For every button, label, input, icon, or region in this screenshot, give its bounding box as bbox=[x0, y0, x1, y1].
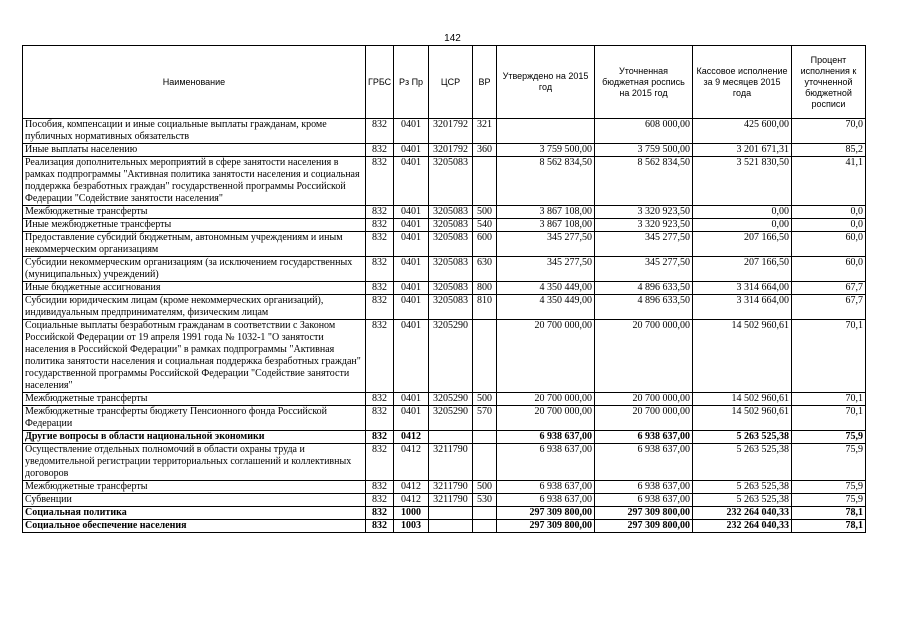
row-refined: 6 938 637,00 bbox=[595, 444, 693, 481]
row-vr: 500 bbox=[473, 481, 497, 494]
header-cash: Кассовое исполнение за 9 месяцев 2015 года bbox=[693, 46, 792, 119]
row-rzpr: 0401 bbox=[394, 157, 429, 206]
table-row bbox=[23, 520, 866, 533]
row-percent: 70,0 bbox=[792, 119, 866, 144]
table-row bbox=[23, 494, 866, 507]
row-refined: 20 700 000,00 bbox=[595, 406, 693, 431]
row-cash: 232 264 040,33 bbox=[693, 520, 792, 533]
row-rzpr: 0412 bbox=[394, 444, 429, 481]
row-vr: 600 bbox=[473, 232, 497, 257]
row-approved: 6 938 637,00 bbox=[497, 431, 595, 444]
table-row bbox=[23, 232, 866, 257]
row-cash: 3 201 671,31 bbox=[693, 144, 792, 157]
row-name: Межбюджетные трансферты bbox=[23, 481, 366, 494]
row-csr: 3205083 bbox=[429, 157, 473, 206]
row-grbs: 832 bbox=[366, 494, 394, 507]
row-name: Социальное обеспечение населения bbox=[23, 520, 366, 533]
row-csr: 3205290 bbox=[429, 406, 473, 431]
row-vr bbox=[473, 157, 497, 206]
table-row bbox=[23, 481, 866, 494]
row-refined: 20 700 000,00 bbox=[595, 393, 693, 406]
row-rzpr: 0401 bbox=[394, 219, 429, 232]
row-percent: 85,2 bbox=[792, 144, 866, 157]
header-rzpr: Рз Пр bbox=[394, 46, 429, 119]
header-grbs: ГРБС bbox=[366, 46, 394, 119]
row-vr: 810 bbox=[473, 295, 497, 320]
row-name: Другие вопросы в области национальной экономики bbox=[23, 431, 366, 444]
row-name: Иные выплаты населению bbox=[23, 144, 366, 157]
row-name: Иные межбюджетные трансферты bbox=[23, 219, 366, 232]
row-name: Осуществление отдельных полномочий в области охраны труда и уведомительной регистрации территориальных соглашений и коллективных договоров bbox=[23, 444, 366, 481]
row-grbs: 832 bbox=[366, 520, 394, 533]
row-percent: 75,9 bbox=[792, 431, 866, 444]
row-csr: 3211790 bbox=[429, 481, 473, 494]
row-cash: 207 166,50 bbox=[693, 232, 792, 257]
header-csr: ЦСР bbox=[429, 46, 473, 119]
table-row bbox=[23, 282, 866, 295]
row-vr: 360 bbox=[473, 144, 497, 157]
row-grbs: 832 bbox=[366, 431, 394, 444]
row-approved: 4 350 449,00 bbox=[497, 282, 595, 295]
row-percent: 75,9 bbox=[792, 481, 866, 494]
table-row bbox=[23, 257, 866, 282]
row-cash: 14 502 960,61 bbox=[693, 320, 792, 393]
row-rzpr: 0401 bbox=[394, 206, 429, 219]
row-refined: 6 938 637,00 bbox=[595, 494, 693, 507]
row-grbs: 832 bbox=[366, 481, 394, 494]
row-percent: 60,0 bbox=[792, 232, 866, 257]
row-grbs: 832 bbox=[366, 444, 394, 481]
table-header-row bbox=[23, 46, 866, 119]
row-name: Социальные выплаты безработным гражданам в соответствии с Законом Российской Федерации от 19 апреля 1991 года № 1032-1 "О занятости населения в Российской Федерации" в рамках подпрограммы "Активная политика занятости населения и социальная поддержка безработных граждан" государственной программы Российской Федерации "Содействие занятости населения" bbox=[23, 320, 366, 393]
header-vr: ВР bbox=[473, 46, 497, 119]
row-csr: 3205290 bbox=[429, 393, 473, 406]
row-percent: 70,1 bbox=[792, 320, 866, 393]
row-grbs: 832 bbox=[366, 295, 394, 320]
row-grbs: 832 bbox=[366, 144, 394, 157]
table-row bbox=[23, 144, 866, 157]
header-percent: Процент исполнения к уточненной бюджетной росписи bbox=[792, 46, 866, 119]
row-rzpr: 0401 bbox=[394, 393, 429, 406]
row-percent: 67,7 bbox=[792, 295, 866, 320]
row-refined: 20 700 000,00 bbox=[595, 320, 693, 393]
row-csr: 3205083 bbox=[429, 282, 473, 295]
row-refined: 3 320 923,50 bbox=[595, 219, 693, 232]
row-approved: 20 700 000,00 bbox=[497, 320, 595, 393]
row-rzpr: 0401 bbox=[394, 282, 429, 295]
row-approved: 345 277,50 bbox=[497, 232, 595, 257]
row-rzpr: 0401 bbox=[394, 119, 429, 144]
row-percent: 67,7 bbox=[792, 282, 866, 295]
row-cash: 232 264 040,33 bbox=[693, 507, 792, 520]
row-percent: 78,1 bbox=[792, 507, 866, 520]
row-percent: 0,0 bbox=[792, 219, 866, 232]
row-grbs: 832 bbox=[366, 257, 394, 282]
row-rzpr: 0401 bbox=[394, 144, 429, 157]
row-refined: 3 320 923,50 bbox=[595, 206, 693, 219]
row-approved: 6 938 637,00 bbox=[497, 481, 595, 494]
row-csr bbox=[429, 520, 473, 533]
row-name: Межбюджетные трансферты bbox=[23, 393, 366, 406]
row-cash: 5 263 525,38 bbox=[693, 494, 792, 507]
row-name: Социальная политика bbox=[23, 507, 366, 520]
row-approved: 3 867 108,00 bbox=[497, 206, 595, 219]
row-refined: 608 000,00 bbox=[595, 119, 693, 144]
table-row bbox=[23, 320, 866, 393]
row-name: Межбюджетные трансферты бюджету Пенсионного фонда Российской Федерации bbox=[23, 406, 366, 431]
row-csr: 3211790 bbox=[429, 494, 473, 507]
row-csr: 3201792 bbox=[429, 119, 473, 144]
row-grbs: 832 bbox=[366, 219, 394, 232]
row-approved: 3 867 108,00 bbox=[497, 219, 595, 232]
row-rzpr: 1000 bbox=[394, 507, 429, 520]
table-row bbox=[23, 295, 866, 320]
row-csr: 3201792 bbox=[429, 144, 473, 157]
header-approved: Утверждено на 2015 год bbox=[497, 46, 595, 119]
row-csr: 3205083 bbox=[429, 219, 473, 232]
row-percent: 41,1 bbox=[792, 157, 866, 206]
row-approved: 3 759 500,00 bbox=[497, 144, 595, 157]
row-approved: 20 700 000,00 bbox=[497, 393, 595, 406]
row-percent: 60,0 bbox=[792, 257, 866, 282]
row-name: Субвенции bbox=[23, 494, 366, 507]
row-vr: 500 bbox=[473, 393, 497, 406]
row-grbs: 832 bbox=[366, 232, 394, 257]
row-refined: 297 309 800,00 bbox=[595, 507, 693, 520]
row-vr: 530 bbox=[473, 494, 497, 507]
row-vr: 500 bbox=[473, 206, 497, 219]
row-refined: 8 562 834,50 bbox=[595, 157, 693, 206]
row-grbs: 832 bbox=[366, 320, 394, 393]
row-cash: 14 502 960,61 bbox=[693, 406, 792, 431]
row-refined: 4 896 633,50 bbox=[595, 295, 693, 320]
table-row bbox=[23, 444, 866, 481]
row-cash: 5 263 525,38 bbox=[693, 481, 792, 494]
row-rzpr: 1003 bbox=[394, 520, 429, 533]
row-refined: 345 277,50 bbox=[595, 232, 693, 257]
row-csr: 3205083 bbox=[429, 206, 473, 219]
row-name: Субсидии некоммерческим организациям (за исключением государственных (муниципальных) учреждений) bbox=[23, 257, 366, 282]
page-number: 142 bbox=[444, 33, 461, 44]
row-vr: 570 bbox=[473, 406, 497, 431]
row-csr bbox=[429, 507, 473, 520]
row-grbs: 832 bbox=[366, 206, 394, 219]
table-row bbox=[23, 206, 866, 219]
row-cash: 14 502 960,61 bbox=[693, 393, 792, 406]
row-refined: 6 938 637,00 bbox=[595, 431, 693, 444]
row-csr: 3205083 bbox=[429, 295, 473, 320]
row-csr: 3205083 bbox=[429, 232, 473, 257]
row-vr: 540 bbox=[473, 219, 497, 232]
row-grbs: 832 bbox=[366, 119, 394, 144]
row-cash: 3 521 830,50 bbox=[693, 157, 792, 206]
header-name: Наименование bbox=[23, 46, 366, 119]
table-row bbox=[23, 157, 866, 206]
table-row bbox=[23, 507, 866, 520]
row-grbs: 832 bbox=[366, 406, 394, 431]
row-approved bbox=[497, 119, 595, 144]
row-grbs: 832 bbox=[366, 507, 394, 520]
row-refined: 3 759 500,00 bbox=[595, 144, 693, 157]
row-approved: 297 309 800,00 bbox=[497, 520, 595, 533]
row-csr bbox=[429, 431, 473, 444]
row-grbs: 832 bbox=[366, 282, 394, 295]
table-row bbox=[23, 219, 866, 232]
row-approved: 6 938 637,00 bbox=[497, 494, 595, 507]
row-grbs: 832 bbox=[366, 393, 394, 406]
row-approved: 4 350 449,00 bbox=[497, 295, 595, 320]
row-vr bbox=[473, 431, 497, 444]
row-rzpr: 0412 bbox=[394, 431, 429, 444]
table-row bbox=[23, 393, 866, 406]
row-approved: 20 700 000,00 bbox=[497, 406, 595, 431]
row-approved: 8 562 834,50 bbox=[497, 157, 595, 206]
row-vr bbox=[473, 520, 497, 533]
row-name: Межбюджетные трансферты bbox=[23, 206, 366, 219]
row-cash: 0,00 bbox=[693, 206, 792, 219]
row-cash: 0,00 bbox=[693, 219, 792, 232]
row-percent: 0,0 bbox=[792, 206, 866, 219]
row-approved: 6 938 637,00 bbox=[497, 444, 595, 481]
row-name: Иные бюджетные ассигнования bbox=[23, 282, 366, 295]
row-refined: 297 309 800,00 bbox=[595, 520, 693, 533]
row-rzpr: 0401 bbox=[394, 232, 429, 257]
row-cash: 3 314 664,00 bbox=[693, 295, 792, 320]
row-cash: 5 263 525,38 bbox=[693, 431, 792, 444]
row-csr: 3205290 bbox=[429, 320, 473, 393]
budget-table bbox=[22, 45, 866, 533]
row-percent: 70,1 bbox=[792, 393, 866, 406]
row-name: Предоставление субсидий бюджетным, автономным учреждениям и иным некоммерческим организациям bbox=[23, 232, 366, 257]
row-vr bbox=[473, 444, 497, 481]
row-vr bbox=[473, 507, 497, 520]
row-rzpr: 0401 bbox=[394, 295, 429, 320]
row-vr: 630 bbox=[473, 257, 497, 282]
row-vr bbox=[473, 320, 497, 393]
header-refined: Уточненная бюджетная роспись на 2015 год bbox=[595, 46, 693, 119]
row-grbs: 832 bbox=[366, 157, 394, 206]
row-refined: 345 277,50 bbox=[595, 257, 693, 282]
row-percent: 78,1 bbox=[792, 520, 866, 533]
row-cash: 5 263 525,38 bbox=[693, 444, 792, 481]
table-row bbox=[23, 431, 866, 444]
row-vr: 321 bbox=[473, 119, 497, 144]
row-name: Реализация дополнительных мероприятий в сфере занятости населения в рамках подпрограммы "Активная политика занятости населения и социальная поддержка безработных граждан" государственной программы Российской Федерации "Содействие занятости населения" bbox=[23, 157, 366, 206]
table-row bbox=[23, 119, 866, 144]
row-approved: 345 277,50 bbox=[497, 257, 595, 282]
row-name: Пособия, компенсации и иные социальные выплаты гражданам, кроме публичных нормативных обязательств bbox=[23, 119, 366, 144]
row-rzpr: 0401 bbox=[394, 406, 429, 431]
row-rzpr: 0401 bbox=[394, 257, 429, 282]
row-csr: 3205083 bbox=[429, 257, 473, 282]
row-rzpr: 0412 bbox=[394, 494, 429, 507]
row-rzpr: 0412 bbox=[394, 481, 429, 494]
row-cash: 425 600,00 bbox=[693, 119, 792, 144]
row-cash: 3 314 664,00 bbox=[693, 282, 792, 295]
row-vr: 800 bbox=[473, 282, 497, 295]
row-approved: 297 309 800,00 bbox=[497, 507, 595, 520]
table-row bbox=[23, 406, 866, 431]
row-percent: 75,9 bbox=[792, 444, 866, 481]
row-refined: 4 896 633,50 bbox=[595, 282, 693, 295]
row-cash: 207 166,50 bbox=[693, 257, 792, 282]
row-percent: 75,9 bbox=[792, 494, 866, 507]
row-csr: 3211790 bbox=[429, 444, 473, 481]
row-percent: 70,1 bbox=[792, 406, 866, 431]
row-rzpr: 0401 bbox=[394, 320, 429, 393]
row-name: Субсидии юридическим лицам (кроме некоммерческих организаций), индивидуальным предпринимателям, физическим лицам bbox=[23, 295, 366, 320]
row-refined: 6 938 637,00 bbox=[595, 481, 693, 494]
